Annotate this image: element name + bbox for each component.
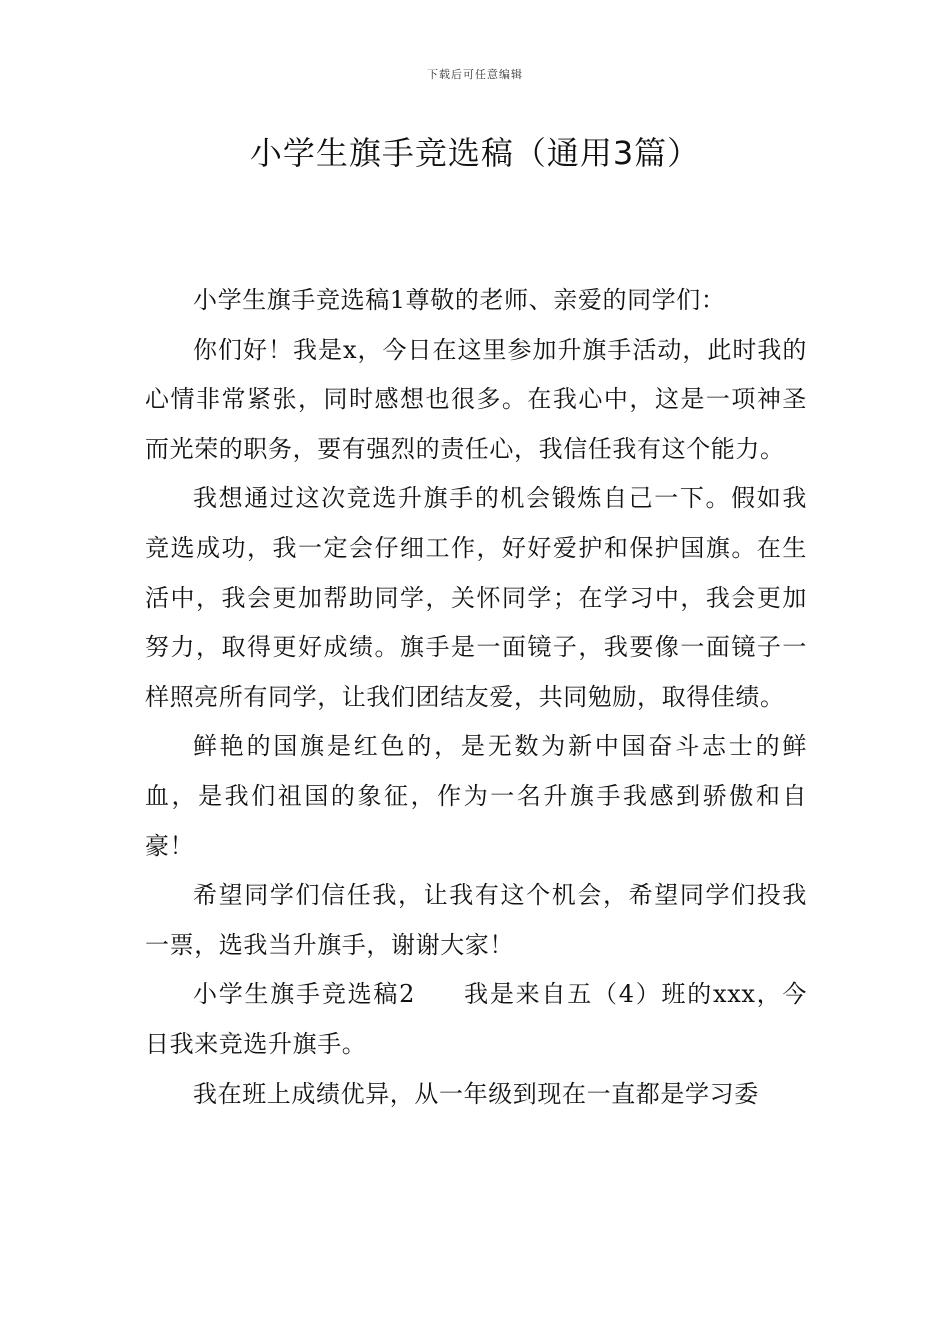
document-body	[145, 276, 807, 1119]
paragraph: 我想通过这次竞选升旗手的机会锻炼自己一下。假如我竞选成功，我一定会仔细工作，好好爱护和保护国旗。在生活中，我会更加帮助同学，关怀同学；在学习中，我会更加努力，取得更好成绩。旗手是一面镜子，我要像一面镜子一样照亮所有同学，让我们团结友爱，共同勉励，取得佳绩。	[145, 484, 807, 711]
section-heading: 小学生旗手竞选稿2	[193, 980, 415, 1009]
paragraph: 鲜艳的国旗是红色的，是无数为新中国奋斗志士的鲜血，是我们祖国的象征，作为一名升旗手我感到骄傲和自豪！	[145, 732, 807, 860]
section-intro: 我是来自五（4）班的xxx，今日我来竞选升旗手。	[145, 980, 807, 1058]
paragraph: 我在班上成绩优异，从一年级到现在一直都是学习委	[193, 1079, 759, 1108]
paragraph-section-2	[145, 970, 807, 1069]
paragraph: 你们好！我是x，今日在这里参加升旗手活动，此时我的心情非常紧张，同时感想也很多。在我心中，这是一项神圣而光荣的职务，要有强烈的责任心，我信任我有这个能力。	[145, 335, 807, 463]
paragraph: 希望同学们信任我，让我有这个机会，希望同学们投我一票，选我当升旗手，谢谢大家！	[145, 881, 807, 959]
paragraph-greeting: 小学生旗手竞选稿1尊敬的老师、亲爱的同学们：	[193, 286, 726, 314]
page-title: 小学生旗手竞选稿（通用3篇）	[249, 134, 701, 172]
header-note: 下载后可任意编辑	[427, 68, 523, 81]
